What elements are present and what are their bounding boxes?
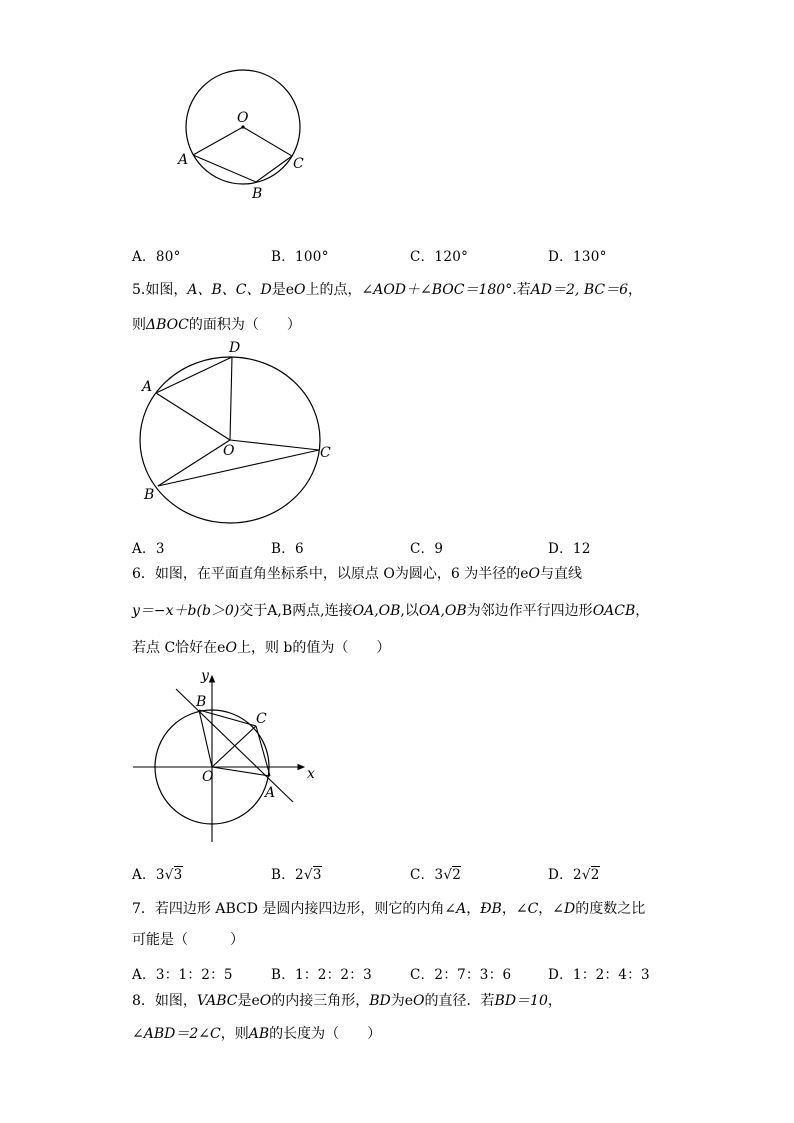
q5-line2-pre: 则 [132,317,146,333]
q7-line1-pre: 7．若四边形 ABCD 是圆内接四边形，则它的内角 [132,901,445,917]
q6-label-c: C [256,711,267,727]
q6-label-a: A [265,785,276,801]
q6-line2-comma: ， [635,603,650,619]
q6-parallelogram: OACB [592,603,636,619]
q6-line-equation: y＝−x＋b(b＞0) [132,603,240,619]
q4-label-a: A [178,152,189,168]
q6-label-x: x [307,766,315,782]
q6-line3-pre: 若点 C恰好在 [132,640,218,656]
q6-option-c-coef: 3 [434,867,444,883]
q4-option-c[interactable]: C．120° [410,249,469,265]
q6-option-b-radicand: 3 [312,867,322,883]
q6-label-o: O [202,769,214,785]
q7-sep2: ， [501,901,516,917]
q5-on: 上的点， [305,282,362,298]
q7-angle-d: ∠D [552,901,576,917]
q5-circle-symbol: e [285,282,294,298]
q7-stem-line2: 可能是（ ） [132,932,244,948]
q5-label-d: D [229,340,241,356]
q8-l1-d: 的直径．若 [424,993,495,1009]
q5-points: A、B、C、D [187,282,272,298]
q5-option-a[interactable]: A．3 [132,541,165,557]
q8-circle-o-2: O [413,993,425,1009]
q6-segments: OA,OB [352,603,401,619]
q8-ab: AB [248,1026,270,1042]
q5-mid: 是 [271,282,286,298]
q8-l1-end: ， [547,993,562,1009]
q6-seg-oc [212,726,256,767]
q6-line2-mid: 交于A,B两点,连接 [239,603,353,619]
q7-option-c[interactable]: C．2：7：3：6 [410,967,512,983]
q6-circle-symbol: e [520,566,529,582]
q8-line1-pre: 8．如图， [132,993,197,1009]
q6-option-d-sqrt: √ [581,867,591,883]
q8-stem-line1 [132,994,562,1008]
q6-label-b: B [196,694,207,710]
q7-sep1: ， [466,901,481,917]
q7-option-b[interactable]: B．1：2：2：3 [271,967,372,983]
q8-l1-c: 为 [390,993,405,1009]
q5-prefix: 5.如图， [132,282,188,298]
q6-seg-ob [199,710,212,767]
q8-condition-angle: ∠ABD＝2∠C [132,1026,221,1042]
q4-label-o: O [237,110,249,126]
q8-triangle: VABC [196,993,238,1009]
q4-label-b: B [252,186,263,202]
q4-label-c: C [293,156,304,172]
q6-option-c-sqrt: √ [443,867,453,883]
q5-option-d[interactable]: D．12 [548,541,591,557]
q5-label-o: O [223,443,235,459]
q7-option-d[interactable]: D．1：2：4：3 [548,967,650,983]
q5-angle-equation: ∠AOD＋∠BOC＝180° [361,282,513,298]
q5-circle-o: O [294,282,306,298]
q6-option-a[interactable] [132,863,183,883]
q7-stem-line1 [132,902,645,916]
q6-option-c-radicand: 2 [452,867,462,883]
q7-angle-a: ∠A [444,901,467,917]
q6-line3-end: 上，则 b的值为（ ） [236,640,391,656]
q5-condition: AD＝2, BC＝6 [530,282,628,298]
q6-option-d-letter: D． [548,867,573,883]
q8-bd: BD [369,993,391,1009]
q6-segments-2: OA,OB [418,603,467,619]
q7-angle-c: ∠C [515,901,539,917]
q8-circle-symbol-2: e [404,993,414,1009]
q6-label-y: y [201,668,209,684]
q5-label-b: B [144,487,155,503]
q6-option-c-letter: C． [410,867,435,883]
q6-option-a-coef: 3 [155,867,165,883]
q4-option-a[interactable]: A．80° [132,249,181,265]
q7-angle-b: ÐB [480,901,502,917]
q8-l1-a: 是 [237,993,252,1009]
q8-stem-line2 [132,1027,381,1041]
q6-option-d-coef: 2 [572,867,582,883]
q5-question: 的面积为（ ） [188,317,301,333]
q4-option-d[interactable]: D．130° [548,249,607,265]
q7-line1-end: 的度数之比 [575,901,646,917]
q5-if: .若 [512,282,531,298]
q6-option-a-radicand: 3 [173,867,183,883]
q6-option-a-letter: A． [132,867,156,883]
q8-l1-b: 的内接三角形， [271,993,370,1009]
q4-option-b[interactable]: B．100° [271,249,329,265]
q6-option-b-sqrt: √ [303,867,313,883]
q5-option-b[interactable]: B．6 [271,541,304,557]
q6-option-b-coef: 2 [295,867,304,883]
q6-circle-o-2: O [225,640,237,656]
q6-option-b[interactable] [271,863,322,883]
q6-line2-end: 为邻边作平行四边形 [466,603,593,619]
q7-sep3: ， [538,901,553,917]
q6-circle-symbol-2: e [217,640,226,656]
q6-line1-end: 与直线 [539,566,582,582]
q6-option-c[interactable] [410,863,461,883]
q6-option-b-letter: B． [271,867,296,883]
q8-line2-mid: ，则 [220,1026,249,1042]
q5-end: ， [627,282,642,298]
q6-line1-text: 6．如图，在平面直角坐标系中，以原点 O为圆心，6 为半径的 [132,566,521,582]
q5-triangle: ΔBOC [146,317,189,333]
q5-label-a: A [142,379,153,395]
q8-circle-o: O [259,993,272,1009]
q6-option-d-radicand: 2 [590,867,600,883]
q5-option-c[interactable]: C．9 [410,541,444,557]
q8-condition-bd: BD＝10 [494,993,548,1009]
q8-question: 的长度为（ ） [269,1026,382,1042]
q6-option-d[interactable] [548,863,600,883]
q5-label-c: C [320,445,331,461]
q6-line2-mid2: ,以 [400,603,419,619]
q6-option-a-sqrt: √ [164,867,174,883]
q7-option-a[interactable]: A．3：1：2：5 [132,967,233,983]
q8-circle-symbol: e [251,993,260,1009]
q6-circle-o: O [528,566,540,582]
